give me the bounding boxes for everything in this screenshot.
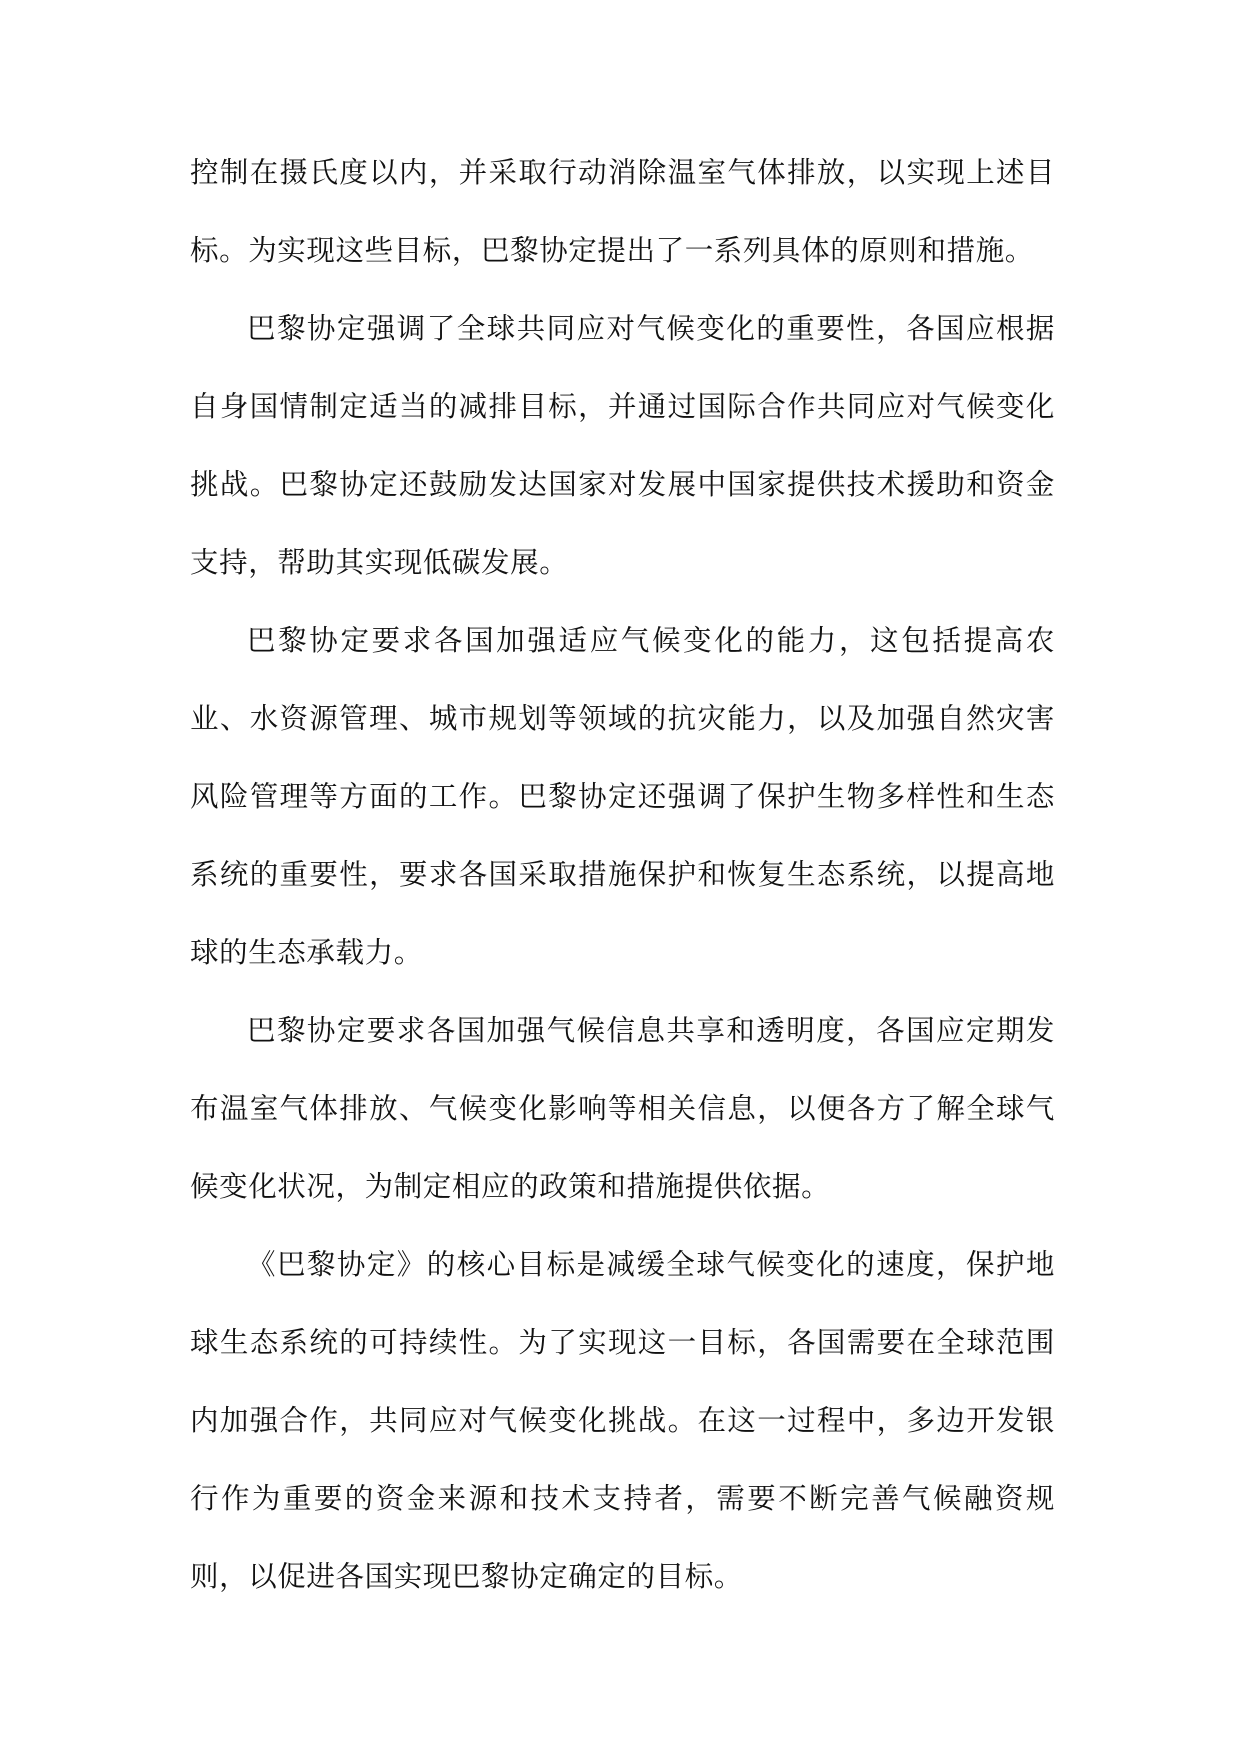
paragraph: 巴黎协定要求各国加强气候信息共享和透明度，各国应定期发布温室气体排放、气候变化影响等相关信息，以便各方了解全球气候变化状况，为制定相应的政策和措施提供依据。	[190, 1014, 1055, 1203]
paragraph: 巴黎协定要求各国加强适应气候变化的能力，这包括提高农业、水资源管理、城市规划等领域的抗灾能力，以及加强自然灾害风险管理等方面的工作。巴黎协定还强调了保护生物多样性和生态系统的重要性，要求各国采取措施保护和恢复生态系统，以提高地球的生态承载力。	[190, 624, 1055, 969]
paragraph: 控制在摄氏度以内，并采取行动消除温室气体排放，以实现上述目标。为实现这些目标，巴黎协定提出了一系列具体的原则和措施。	[190, 156, 1055, 267]
paragraph: 巴黎协定强调了全球共同应对气候变化的重要性，各国应根据自身国情制定适当的减排目标，并通过国际合作共同应对气候变化挑战。巴黎协定还鼓励发达国家对发展中国家提供技术援助和资金支持，帮助其实现低碳发展。	[190, 312, 1055, 579]
document-body	[190, 134, 1055, 1616]
paragraph: 《巴黎协定》的核心目标是减缓全球气候变化的速度，保护地球生态系统的可持续性。为了实现这一目标，各国需要在全球范围内加强合作，共同应对气候变化挑战。在这一过程中，多边开发银行作为重要的资金来源和技术支持者，需要不断完善气候融资规则，以促进各国实现巴黎协定确定的目标。	[190, 1248, 1055, 1593]
